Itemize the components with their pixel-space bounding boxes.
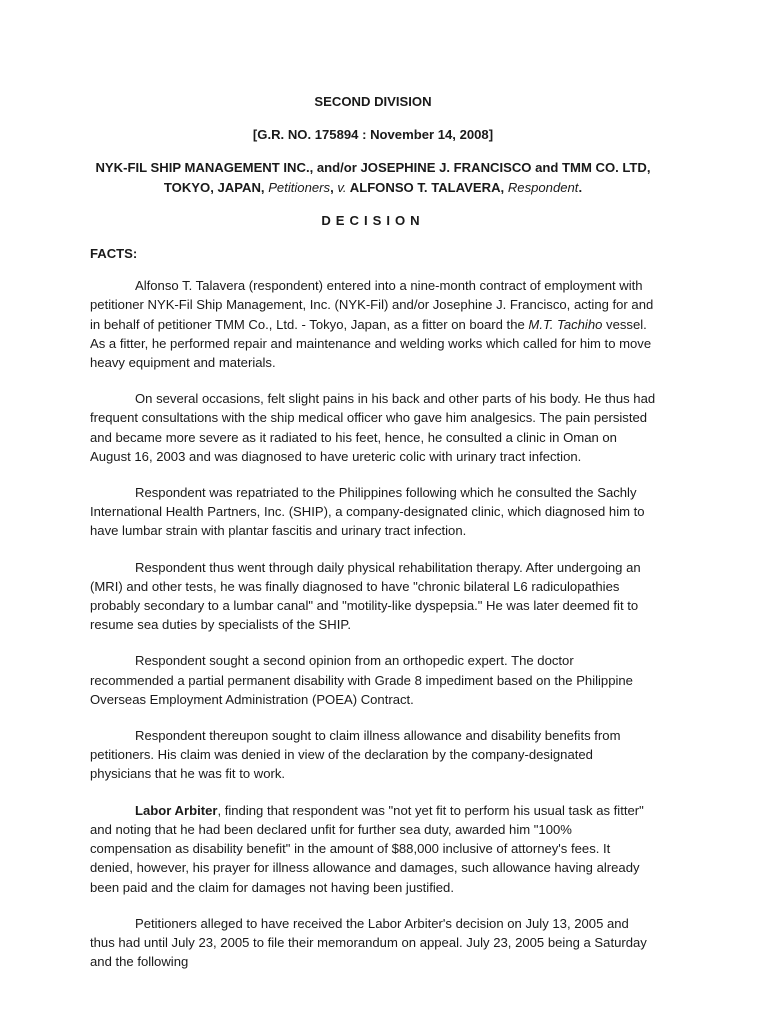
case-number-heading: [G.R. NO. 175894 : November 14, 2008]: [252, 127, 494, 143]
labor-arbiter-lead: Labor Arbiter: [135, 802, 218, 818]
paragraph-second-opinion: Respondent sought a second opinion from an orthopedic expert. The doctor recommended a partial permanent disability with Grade 8 impediment based on the Philippine Overseas Employment Administration (POEA) Contract.: [90, 653, 633, 707]
division-heading: SECOND DIVISION: [314, 94, 432, 109]
vessel-name: M.T. Tachiho: [528, 316, 603, 332]
paragraph-contract-text-a: Alfonso T. Talavera (respondent) entered into a nine-month contract of employment with petitioner NYK-Fil Ship Management, Inc. (NYK-Fil) and/or Josephine J. Francisco, acting for and in behalf of petitioner TMM Co., Ltd. - Tokyo, Japan, as a fitter on board the: [90, 278, 654, 332]
paragraph-therapy: Respondent thus went through daily physical rehabilitation therapy. After undergoing an (MRI) and other tests, he was finally diagnosed to have "chronic bilateral L6 radiculopathies probably secondary to a lumbar canal" and "motility-like dyspepsia." He was later deemed fit to resume sea duties by specialists of the SHIP.: [90, 559, 641, 633]
case-parties-heading: NYK-FIL SHIP MANAGEMENT INC., and/or JOSEPHINE J. FRANCISCO and TMM CO. LTD, TOKYO, JAPAN, Petitioners, v. ALFONSO T. TALAVERA, Respondent.: [95, 160, 651, 195]
paragraph-appeal: Petitioners alleged to have received the Labor Arbiter's decision on July 13, 2005 and thus had until July 23, 2005 to file their memorandum on appeal. July 23, 2005 being a Saturday and the following: [90, 915, 647, 970]
document-page: [90, 92, 656, 971]
paragraph-contract-text-b: vessel. As a fitter, he performed repair and maintenance and welding works which called for him to move heavy equipment and materials.: [90, 316, 652, 371]
paragraph-repatriation: Respondent was repatriated to the Philippines following which he consulted the Sachly International Health Partners, Inc. (SHIP), a company-designated clinic, which diagnosed him to have lumbar strain with plantar fascitis and urinary tract infection.: [90, 485, 645, 539]
petitioners-names: NYK-FIL SHIP MANAGEMENT INC., and/or JOSEPHINE J. FRANCISCO and TMM CO. LTD, TOKYO, JAPAN,: [95, 160, 651, 195]
paragraph-symptoms: On several occasions, felt slight pains in his back and other parts of his body. He thus had frequent consultations with the ship medical officer who gave him analgesics. The pain persisted and became more severe as it radiated to his feet, hence, he consulted a clinic in Oman on August 16, 2003 and was diagnosed to have ureteric colic with urinary tract infection.: [90, 391, 656, 464]
paragraph-labor-arbiter: [90, 801, 656, 897]
paragraph-claim: Respondent thereupon sought to claim illness allowance and disability benefits from petitioners. His claim was denied in view of the declaration by the company-designated physicians that he was fit to work.: [90, 728, 621, 782]
paragraph-labor-arbiter-text: , finding that respondent was "not yet fit to perform his usual task as fitter" and noting that he had been declared unfit for further sea duty, awarded him "100% compensation as disability benefit" in the amount of $88,000 inclusive of attorney's fees. It denied, however, his prayer for illness allowance and damages, such allowance having already been paid and the claim for damages not having been justified.: [90, 802, 644, 895]
petitioners-label: Petitioners: [268, 179, 331, 195]
facts-heading: FACTS:: [90, 246, 138, 262]
respondent-label: Respondent: [507, 179, 579, 195]
versus-label: v.: [337, 179, 347, 195]
decision-title: DECISION: [321, 212, 425, 228]
paragraph-contract: [90, 276, 656, 372]
respondent-name: ALFONSO T. TALAVERA,: [349, 179, 505, 195]
